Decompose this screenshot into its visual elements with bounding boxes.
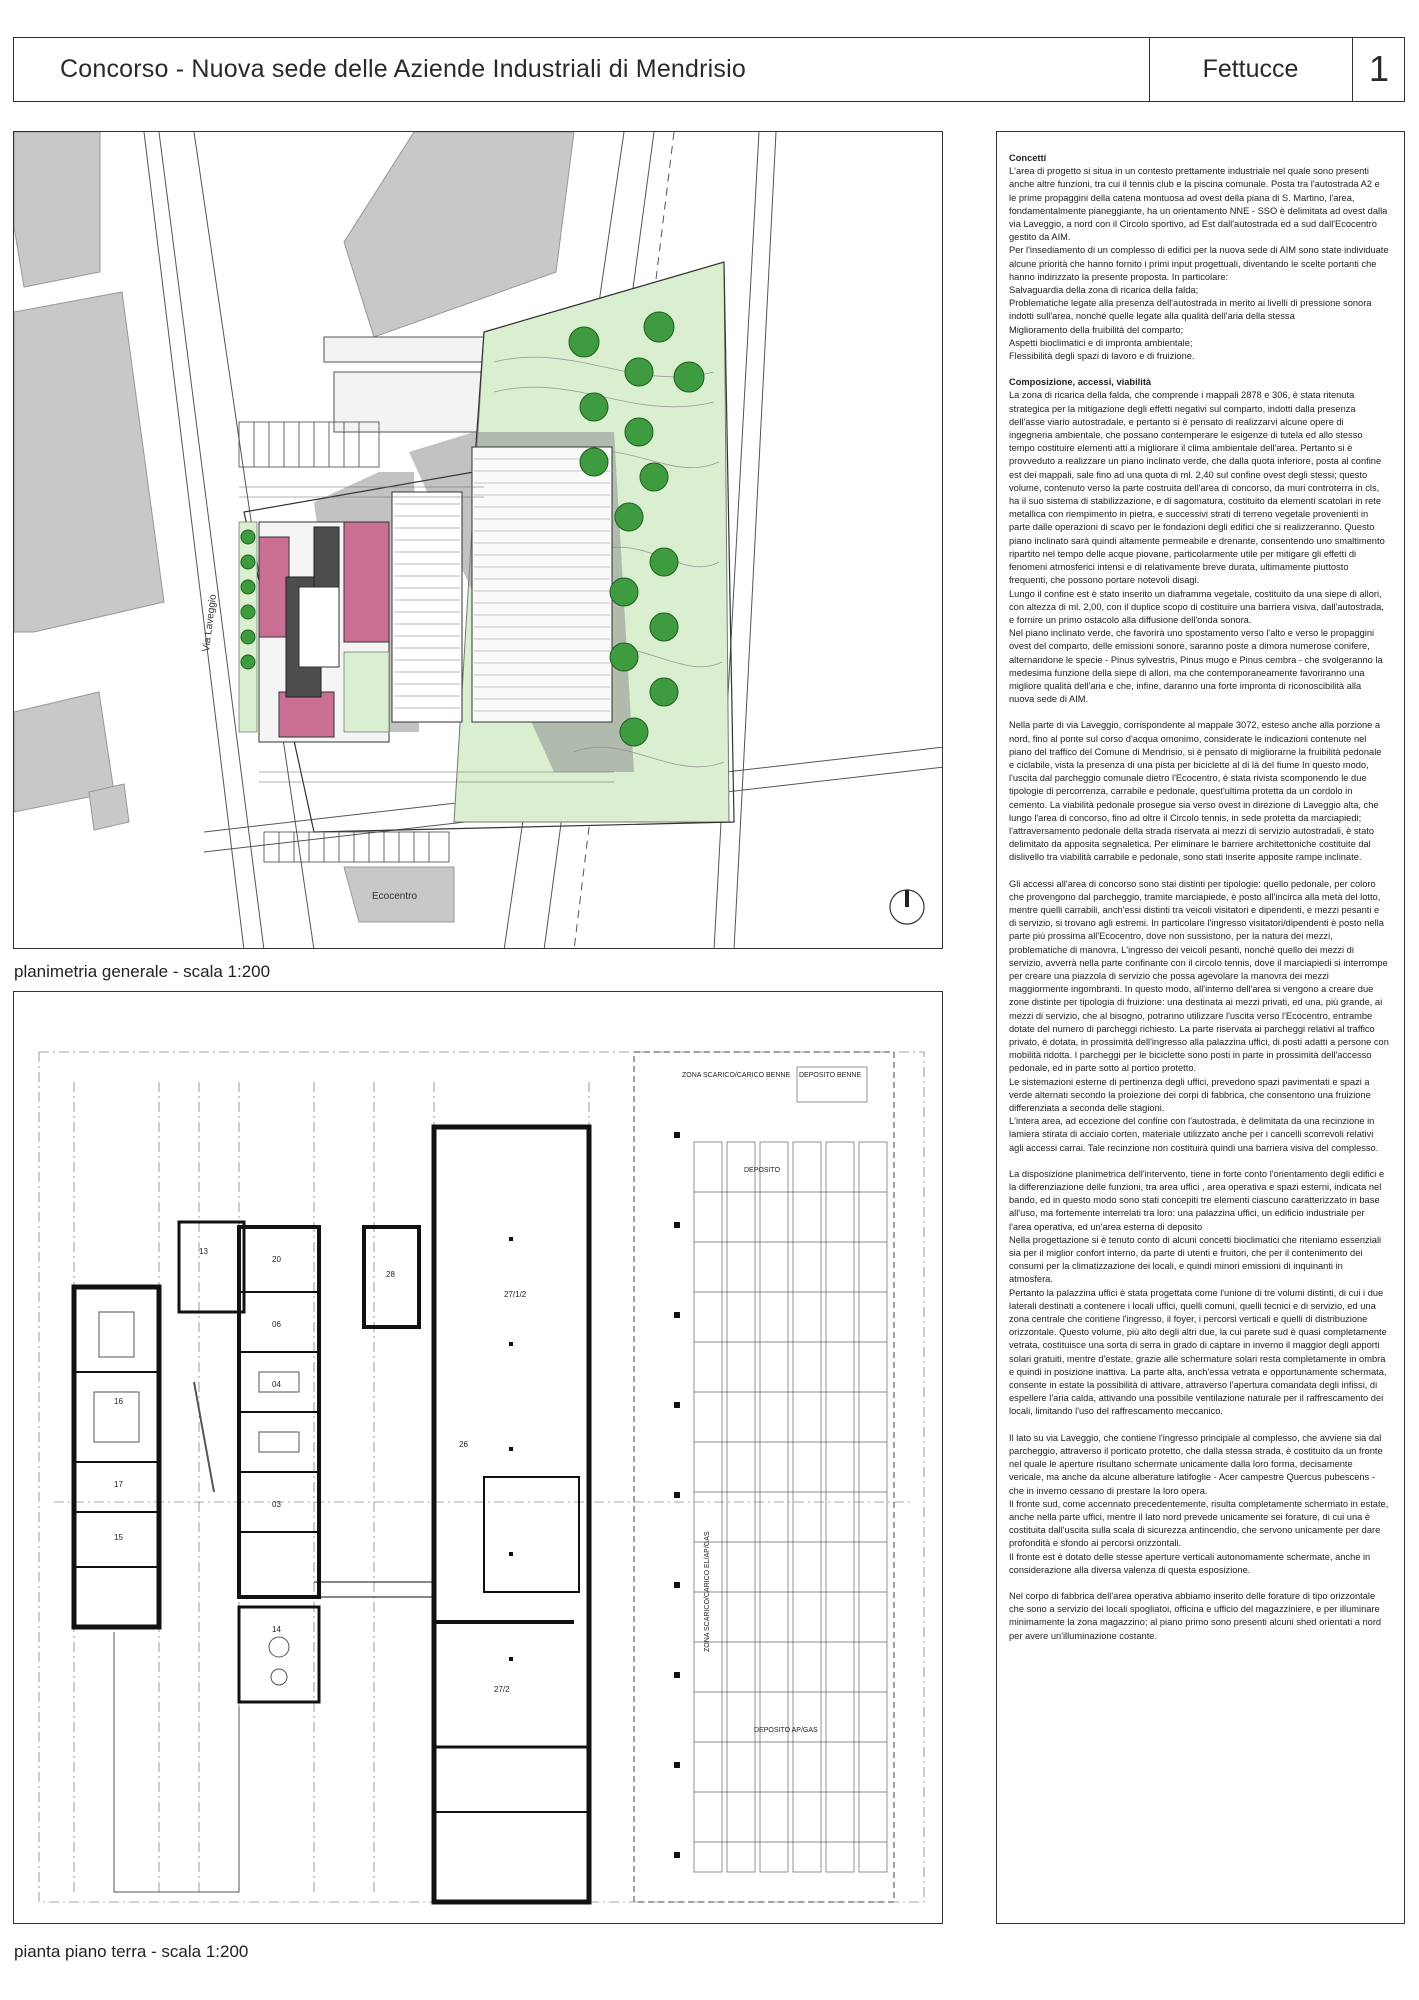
room-label: 26 — [459, 1440, 468, 1449]
paragraph: La zona di ricarica della falda, che comprende i mappali 2878 e 306, è stata ritenuta strategica per la mitigazione degli effetti negativi sul comparto, indotti dalla presenza dell'asse viario autostradale, e pertanto si è pensato di realizzarvi alcune opere di ingegneria ambientale, che possano contemperare le esigenze di tutela ed allo stesso tempo costituire elementi atti a migliorare il clima ambientale dell'area. Pertanto si è provveduto a realizzare un piano inclinato verde, che dalla quota inferiore, posta al confine est dei mappali, sale fino ad una quota di ml. 2,40 sul confine ovest degli stessi; questo volume, contenuto verso la parte costruita dell'area di concorso, da muri controterra in cls, ha il suo sistema di stabilizzazione, e di sagomatura, costituito da elementi scatolari in rete metallica con riempimento in pietra, e successivi strati di terreno vegetale provenienti in parte dalle operazioni di scavo per le fondazioni degli edifici che si realizzeranno. Questo piano inclinato sarà quindi altamente permeabile e drenante, consentendo uno smaltimento ripartito nel tempo delle acque piovane, particolarmente utile per mitigare gli effetti di fenomeni atmosferici intensi e di relativamente breve durata, ultimamente piuttosto frequenti, che possono portare notevoli disagi. — [1009, 390, 1385, 586]
paragraph: Flessibilità degli spazi di lavoro e di fruizione. — [1009, 351, 1195, 362]
office-wing-pink — [344, 522, 389, 642]
section-heading: Composizione, accessi, viabilità — [1009, 377, 1152, 388]
office-plan-walls — [74, 1222, 319, 1702]
paragraph: Aspetti bioclimatici e di impronta ambientale; — [1009, 337, 1193, 348]
office-wing-pink — [259, 537, 289, 637]
paragraph: Pertanto la palazzina uffici è stata progettata come l'unione di tre volumi distinti, di cui i due laterali destinati a contenere i locali uffici, quelli comuni, quelli tecnici e di servizio, ed una zona centrale che contiene l'ingresso, il foyer, i percorsi verticali e quelli di distribuzione orizzontale. Questo volume, più alto degli altri due, la cui parete sud è quasi completamente vetrata, costituisce una sorta di serra in grado di captare in inverno il maggior degli apporti solari gratuiti, mentre d'estate, grazie alle schermature solari resta completamente in ombra e quindi in posizione inattiva. La parte alta, anch'essa vetrata e opportunamente schermata, consente in estate la possibilità di attivare, attraverso l'apertura comandata degli infissi, di espellere l'aria calda, attivando una possibile ventilazione naturale per il raffrescamento dei locali, limitando l'uso del raffrescamento meccanico. — [1009, 1287, 1387, 1417]
room-label: 04 — [272, 1380, 281, 1389]
paragraph: Il fronte est è dotato delle stesse aperture verticali autonomamente schermate, anche in considerazione alla diversa valenza di questa esposizione. — [1009, 1551, 1371, 1575]
site-plan-caption: planimetria generale - scala 1:200 — [14, 962, 271, 981]
hedge-strip — [239, 522, 257, 732]
description-text — [1009, 152, 1389, 1643]
page-title: Concorso - Nuova sede delle Aziende Industriali di Mendrisio — [60, 55, 746, 83]
paragraph: Lungo il confine est è stato inserito un diaframma vegetale, costituito da una siepe di allori, con altezza di ml. 2,00, con il duplice scopo di costituire una barriera visiva, dall'autostrada, e fornire un primo ostacolo alla diffusione dell'onda sonora. — [1009, 588, 1384, 625]
zone-label: DEPOSITO — [744, 1167, 781, 1174]
paragraph: Salvaguardia della zona di ricarica della falda; — [1009, 285, 1199, 296]
deposit-racks — [694, 1067, 887, 1872]
paragraph: Il fronte sud, come accennato precedentemente, risulta completamente schermato in estate, anche nella parte uffici, mentre il lato nord prevede unicamente sei forature, di cui una è costituita dall'uscita sulla scala di sicurezza antincendio, che servono unicamente per dare profondità e sfondo ai percorsi orizzontali. — [1009, 1498, 1389, 1549]
zone-label: ZONA SCARICO/CARICO EL/AP/GAS — [704, 1531, 711, 1652]
paragraph: Le sistemazioni esterne di pertinenza degli uffici, prevedono spazi pavimentati e spazi a verde alternati secondo la proiezione dei corpi di fabbrica, che consentono una fruizione differenziata a seconda delle stagioni. — [1009, 1076, 1371, 1114]
floor-plan-caption: pianta piano terra - scala 1:200 — [14, 1942, 249, 1961]
portico-outline — [114, 1632, 239, 1892]
paragraph: Miglioramento della fruibilità del comparto; — [1009, 324, 1184, 335]
room-label: 27/2 — [494, 1685, 510, 1694]
description-panel — [996, 131, 1405, 1924]
paragraph: L'intera area, ad eccezione del confine con l'autostrada, è delimitata da una recinzione in lamiera stirata di acciaio corten, materiale utilizzato anche per i cancelli scorrevoli relativi agli accessi carrai. Tale recinzione non costituirà quindi una barriera visiva del complesso. — [1009, 1116, 1379, 1153]
building-label: Ecocentro — [372, 891, 418, 902]
deposit-boundary — [634, 1052, 894, 1902]
zone-label: DEPOSITO AP/GAS — [754, 1727, 818, 1734]
title-block — [13, 37, 1405, 102]
room-label: 03 — [272, 1500, 281, 1509]
zone-label: DEPOSITO BENNE — [799, 1072, 862, 1079]
room-label: 28 — [386, 1270, 395, 1279]
operations-building — [392, 492, 462, 722]
paragraph: Gli accessi all'area di concorso sono stai distinti per tipologie: quello pedonale, per coloro che provengono dal parcheggio, tramite marciapiede, è posto all'incirca alla metà del lotto, mentre quelli carrabili, anch'essi distinti tra veicoli visitatori e dipendenti, e mezzi pesanti e di servizio, si trovano agli estremi. In particolare l'ingresso visitatori/dipendenti è posto nella parte più prossima all'Ecocentro, dove non sussistono, per la natura dei mezzi, problematiche di manovra. L'ingresso dei veicoli pesanti, nonché quello dei mezzi di servizio, avverrà nella parte confinante con il circolo tennis, dove il marciapiedi si interrompe per creare una piazzola di servizio che possa agevolare la manovra dei mezzi maggiormente ingombranti. In questo modo, all'interno dell'area si vengono a creare due zone distinte per tipologia di fruizione: una destinata ai mezzi privati, ed una, più grande, ai mezzi di servizio, che al bisogno, potranno utilizzare l'uscita verso l'Ecocentro, entrambe dotate del numero di parcheggi richiesto. La parte riservata ai parcheggi relativi al traffico privato, è dotata, in prossimità dell'ingresso alla palazzina uffici, di posti adatti a persone con mobilità ridotta. I parcheggi per le biciclette sono posti in parte in prossimità dell'accesso pedonale, ed in parte sotto al portico protetto. — [1009, 878, 1389, 1074]
paragraph: Per l'insediamento di un complesso di edifici per la nuova sede di AIM sono state individuate alcune priorità che hanno fornito i primi input progettuali, diventando le scelte portanti che hanno indirizzato la presente proposta. In particolare: — [1009, 245, 1389, 282]
sheet-number: 1 — [1368, 48, 1390, 89]
paragraph: L'area di progetto si situa in un contesto prettamente industriale nel quale sono presenti anche altre funzioni, tra cui il tennis club e la piscina comunale. Posta tra l'autostrada A2 e le prime propaggini della catena montuosa ad ovest della piana di S. Martino, l'area, fondamentalmente pianeggiante, ha un orientamento NNE - SSO è delimitata ad ovest dalla via Laveggio, a nord con il Circolo sportivo, ad Est dall'autostrada ed a sud dall'Ecocentro gestito da AIM. — [1009, 166, 1388, 243]
floor-plan-panel — [13, 991, 943, 1924]
deposit-columns — [674, 1132, 680, 1858]
room-label: 13 — [199, 1247, 208, 1256]
room-label: 06 — [272, 1320, 281, 1329]
paragraph: Nel corpo di fabbrica dell'area operativa abbiamo inserito delle forature di tipo orizzontale che sono a servizio dei locali spogliatoi, officina e ufficio del magazziniere, e per illuminare minimamente la zona magazzino; al piano primo sono presenti alcuni shed orientati a nord per avere un'illuminazione costante. — [1009, 1590, 1382, 1641]
room-label: 17 — [114, 1480, 123, 1489]
deposit-canopy — [472, 447, 612, 722]
operations-plan-walls — [314, 1127, 589, 1902]
floor-plan-drawing — [14, 992, 943, 1924]
street-label: Via Laveggio — [201, 593, 220, 653]
room-label: 15 — [114, 1533, 123, 1542]
north-arrow — [890, 890, 924, 924]
office-roof-light — [299, 587, 339, 667]
paragraph: Nel piano inclinato verde, che favorirà uno spostamento verso l'alto e verso le propaggini ovest del comparto, delle emissioni sonore, saranno poste a dimora numerose conifere, alternandone le specie - Pinus sylvestris, Pinus mugo e Pinus cembra - che svolgeranno la medesima funzione della siepe di allori, ma che contemporaneamente favoriranno una migliore qualità dell'aria e che, infine, daranno una forte impronta di riconoscibilità alla nuova sede di AIM. — [1009, 628, 1383, 705]
paragraph: Problematiche legate alla presenza dell'autostrada in merito ai livelli di pressione sonora indotti sull'area, nonché quelle legate alla qualità dell'aria della stessa — [1009, 298, 1372, 322]
operations-columns — [509, 1237, 513, 1661]
paragraph: Nella parte di via Laveggio, corrispondente al mappale 3072, esteso anche alla porzione a nord, fino al ponte sul corso d'acqua omonimo, considerate le indicazioni contenute nel piano del traffico del Comune di Mendrisio, si è pensato di migliorarne la fruibilità pedonale e ciclabile, vista la presenza di una pista per biciclette al di là del fiume In questo modo, l'uscita dal parcheggio comunale dietro l'Ecocentro, è stata rivista scomponendo le due tipologie di percorrenza, carrabile e pedonale, quest'ultima protetta da un cordolo in cemento. La viabilità pedonale prosegue sia verso ovest in direzione di Laveggio alta, che lungo l'area di concorso, fino ad oltre il Circolo tennis, in sede protetta da marciapiedi; l'attraversamento pedonale della strada riservata ai mezzi di servizio autostradali, è stato delimitato da apposita segnaletica. Per eliminare le barriere architettoniche costituite dal dislivello tra viabilità carrabile e pedonale, sono stati inserite apposite rampe inclinate. — [1009, 720, 1382, 863]
paragraph: Il lato su via Laveggio, che contiene l'ingresso principale al complesso, che avviene sia dal parcheggio, attraverso il porticato protetto, che dalla stessa strada, è costituito da un fronte nel quale le aperture risultano schermate unicamente dalla loro forma, decisamente vericale, ma anche da alcune alberature latifoglie - Acer campestre Quercus pubescens - che in inverno cessano di prestare la loro opera. — [1009, 1432, 1383, 1496]
paragraph: Nella progettazione si è tenuto conto di alcuni concetti bioclimatici che riteniamo essenziali sia per il miglior confort interno, da parte di utenti e fruitori, che per il contenimento dei consumi per la climatizzazione dei locali, e quindi minori emissioni di inquinanti in atmosfera. — [1009, 1234, 1382, 1285]
site-plan-panel — [13, 131, 943, 949]
room-label: 20 — [272, 1255, 281, 1264]
room-label: 27/1/2 — [504, 1290, 527, 1299]
room-label: 16 — [114, 1397, 123, 1406]
site-plan-drawing — [14, 132, 943, 949]
zone-label: ZONA SCARICO/CARICO BENNE — [682, 1072, 791, 1079]
section-heading: Concetti — [1009, 153, 1047, 163]
office-wing-pink — [279, 692, 334, 737]
project-name: Fettucce — [1202, 55, 1299, 83]
room-label: 14 — [272, 1625, 281, 1634]
structural-grid — [39, 1052, 924, 1902]
garden-area — [344, 652, 389, 732]
paragraph: La disposizione planimetrica dell'intervento, tiene in forte conto l'orientamento degli edifici e la differenziazione delle funzioni, tra area uffici , area operativa e spazi esterni, indicata nel bando, ed in questo modo sono stati concepiti tre elementi ciascuno caratterizzato in base all'uso, ma fortemente interrelati tra loro: una palazzina uffici, un edificio industriale per l'area operativa, ed un'area esterna di deposito — [1009, 1168, 1385, 1232]
